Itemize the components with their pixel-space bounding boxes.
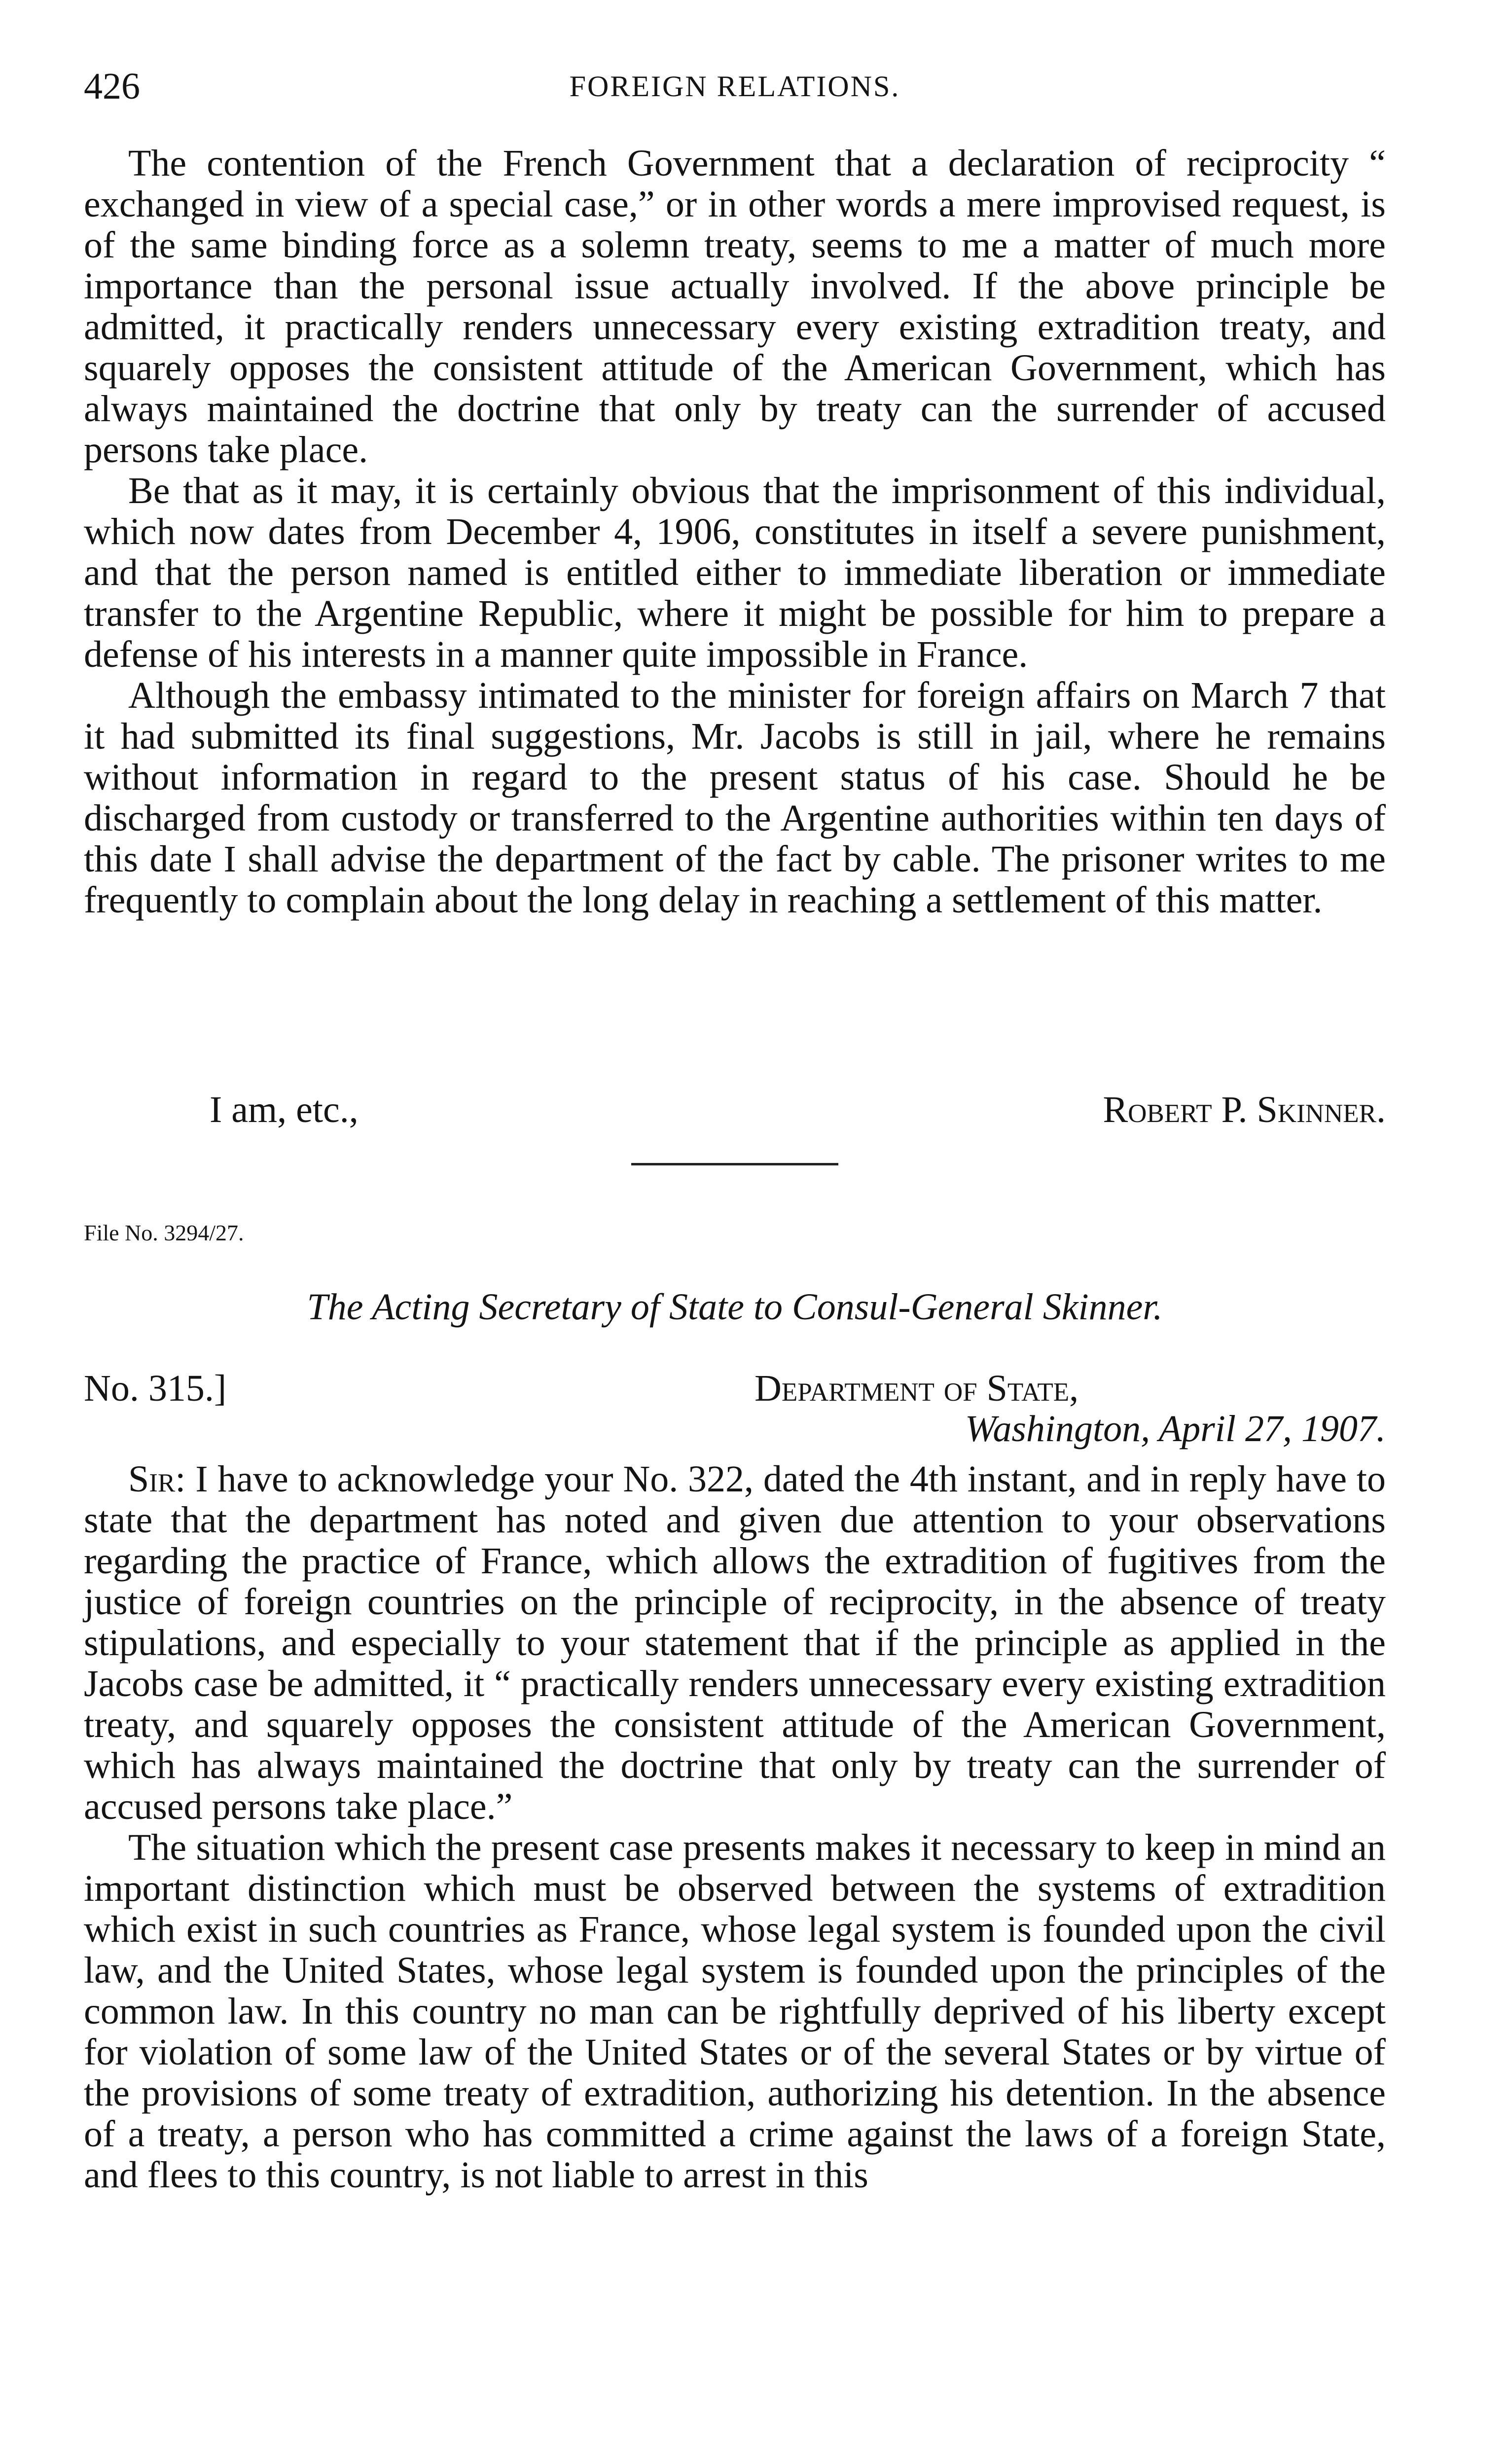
paragraph-acknowledgement (84, 1459, 1386, 1827)
paragraph-distinction: The situation which the present case presents makes it necessary to keep in mind an important distinction which must be observed between the systems of extradition which exist in such countries as France, whose legal system is founded upon the civil law, and the United States, whose legal system is founded upon the principles of the common law. In this country no man can be rightfully deprived of his liberty except for violation of some law of the United States or of the several States or by virtue of the provisions of some treaty of extradition, authorizing his detention. In the absence of a treaty, a person who has committed a crime against the laws of a foreign State, and flees to this country, is not liable to arrest in this (84, 1827, 1386, 2196)
letter-closing (84, 1089, 1386, 1130)
running-head (84, 59, 1386, 113)
letter-one-body (84, 143, 1386, 921)
paragraph-embassy: Although the embassy intimated to the minister for foreign affairs on March 7 that it had submitted its final suggestions, Mr. Jacobs is still in jail, where he remains without information in regard to the present status of his case. Should he be discharged from custody or transferred to the Argentine authorities within ten days of this date I shall advise the department of the fact by cable. The prisoner writes to me frequently to complain about the long delay in reaching a settlement of this matter. (84, 675, 1386, 921)
letter-two-body (84, 1459, 1386, 2196)
page-number: 426 (84, 66, 140, 107)
paragraph-imprisonment: Be that as it may, it is certainly obvious that the imprisonment of this individual, which now dates from December 4, 1906, constitutes in itself a severe punishment, and that the person named is entitled either to immediate liberation or immediate transfer to the Argentine Republic, where it might be possible for him to prepare a defense of his interests in a manner quite impossible in France. (84, 470, 1386, 675)
salutation: Sir: (128, 1458, 186, 1500)
paragraph-contention: The contention of the French Government that a declaration of reciprocity “ exchanged in view of a special case,” or in other words a mere improvised request, is of the same binding force as a solemn treaty, seems to me a matter of much more importance than the personal issue actually involved. If the above principle be admitted, it practically renders unnecessary every existing extradition treaty, and squarely opposes the consistent attitude of the American Government, which has always maintained the doctrine that only by treaty can the surrender of accused persons take place. (84, 143, 1386, 471)
paragraph-acknowledgement-text: I have to acknowledge your No. 322, dated the 4th instant, and in reply have to state that the department has noted and given due attention to your observations regarding the practice of France, which allows the extradition of fugitives from the justice of foreign countries on the principle of reciprocity, in the absence of treaty stipulations, and especially to your statement that if the principle as applied in the Jacobs case be admitted, it “ practically renders unnecessary every existing extradition treaty, and squarely opposes the consistent attitude of the American Government, which has always maintained the doctrine that only by treaty can the surrender of accused persons take place.” (84, 1458, 1386, 1827)
file-number: File No. 3294/27. (84, 1220, 244, 1245)
section-divider (631, 1163, 838, 1165)
dispatch-number: No. 315.] (84, 1368, 227, 1409)
dateline-place-date: Washington, April 27, 1907. (965, 1408, 1386, 1449)
document-title: The Acting Secretary of State to Consul-General Skinner. (307, 1286, 1163, 1328)
running-title: FOREIGN RELATIONS. (569, 70, 900, 103)
dateline-office: Department of State, (754, 1368, 1079, 1409)
signature: Robert P. Skinner. (1103, 1089, 1386, 1130)
closing-phrase: I am, etc., (210, 1089, 359, 1130)
